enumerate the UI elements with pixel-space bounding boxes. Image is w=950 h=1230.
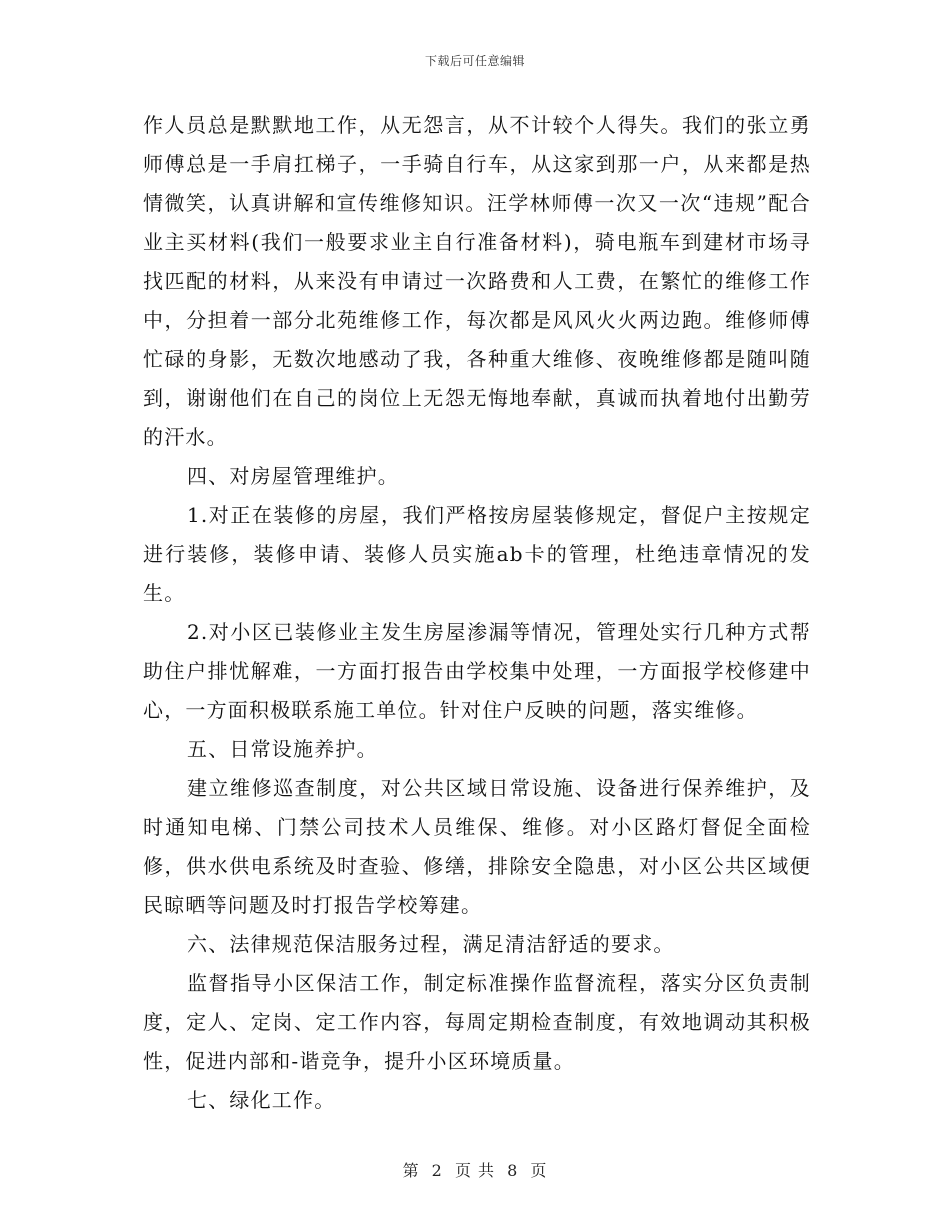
section-heading-facility-care: 五、日常设施养护。 [187, 737, 378, 761]
document-body [143, 106, 811, 1120]
section-heading-house-maintenance: 四、对房屋管理维护。 [187, 464, 399, 488]
paragraph-staff-praise: 作人员总是默默地工作，从无怨言，从不计较个人得失。我们的张立勇师傅总是一手肩扛梯子，一手骑自行车，从这家到那一户，从来都是热情微笑，认真讲解和宣传维修知识。汪学林师傅一次又一次“违规”配合业主买材料(我们一般要求业主自行准备材料)，骑电瓶车到建材市场寻找匹配的材料，从来没有申请过一次路费和人工费，在繁忙的维修工作中，分担着一部分北苑维修工作，每次都是风风火火两边跑。维修师傅忙碌的身影，无数次地感动了我，各种重大维修、夜晚维修都是随叫随到，谢谢他们在自己的岗位上无怨无悔地奉献，真诚而执着地付出勤劳的汗水。 [143, 113, 811, 449]
section-heading-greening: 七、绿化工作。 [187, 1088, 336, 1112]
page-number-footer [0, 1158, 950, 1181]
paragraph-renovation-rules: 1.对正在装修的房屋，我们严格按房屋装修规定，督促户主按规定进行装修，装修申请、装修人员实施ab卡的管理，杜绝违章情况的发生。 [143, 503, 811, 605]
page-header-note: 下载后可任意编辑 [424, 54, 525, 68]
paragraph-inspection-system: 建立维修巡查制度，对公共区域日常设施、设备进行保养维护，及时通知电梯、门禁公司技术人员维保、维修。对小区路灯督促全面检修，供水供电系统及时查验、修缮，排除安全隐患，对小区公共区域便民晾晒等问题及时打报告学校筹建。 [143, 776, 811, 917]
total-page-count: 8 [507, 1161, 519, 1180]
section-heading-cleaning-service: 六、法律规范保洁服务过程，满足清洁舒适的要求。 [187, 932, 675, 956]
footer-prefix: 第 [402, 1161, 420, 1180]
current-page-number: 2 [431, 1161, 443, 1180]
paragraph-cleaning-supervision: 监督指导小区保洁工作，制定标准操作监督流程，落实分区负责制度，定人、定岗、定工作内容，每周定期检查制度，有效地调动其积极性，促进内部和-谐竞争，提升小区环境质量。 [143, 971, 811, 1073]
footer-suffix: 页 [530, 1161, 548, 1180]
paragraph-leak-handling: 2.对小区已装修业主发生房屋渗漏等情况，管理处实行几种方式帮助住户排忧解难，一方面打报告由学校集中处理，一方面报学校修建中心，一方面积极联系施工单位。针对住户反映的问题，落实维修。 [143, 620, 811, 722]
footer-mid: 页 共 [454, 1161, 496, 1180]
